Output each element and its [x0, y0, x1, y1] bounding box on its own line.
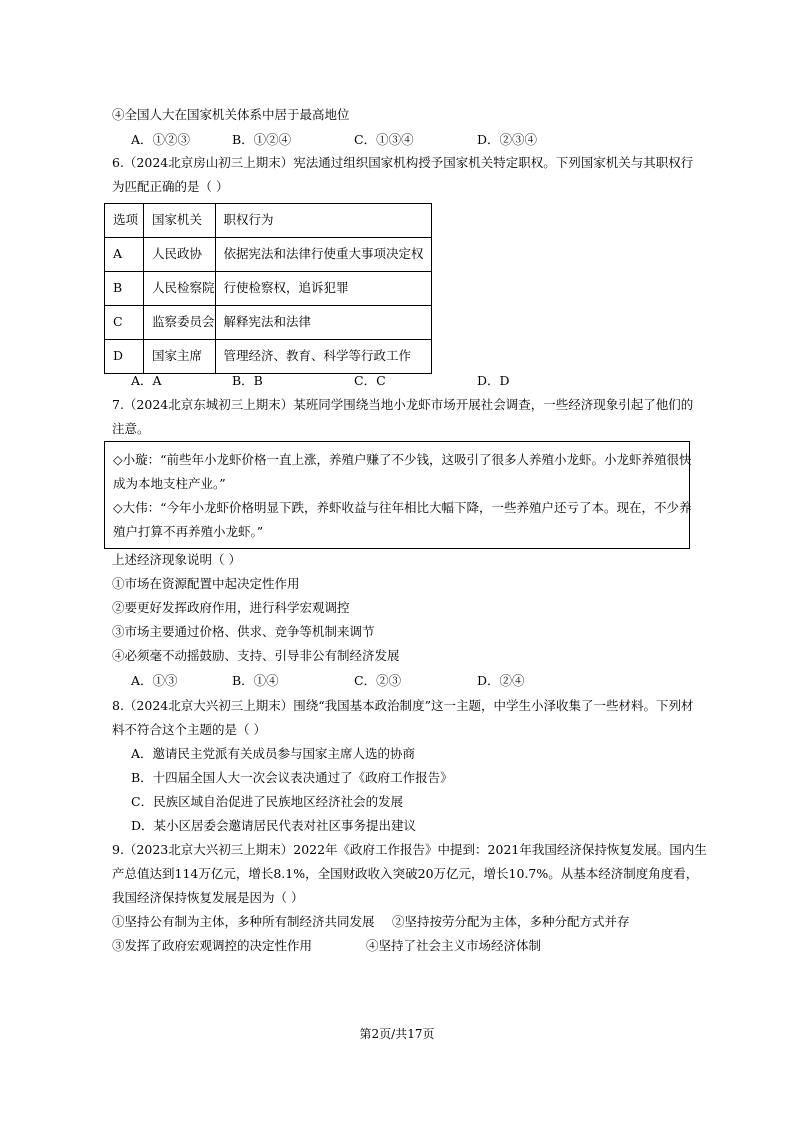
table-header-cell: 选项	[105, 204, 144, 238]
q7-material-line: ◇大伟：“今年小龙虾价格明显下跌，养虾收益与往年相比大幅下降，一些养殖户还亏了本。现在，不少养	[113, 500, 692, 515]
q9-statement-3: ③发挥了政府宏观调控的决定性作用	[112, 938, 313, 953]
q7-statement-4: ④必须毫不动摇鼓励、支持、引导非公有制经济发展	[112, 648, 400, 663]
table-cell: A	[105, 238, 144, 272]
q8-option-c: C．民族区域自治促进了民族地区经济社会的发展	[131, 794, 404, 809]
q7-statement-1: ①市场在资源配置中起决定性作用	[112, 576, 300, 591]
q7-stem-line1: 7.（2024北京东城初三上期末）某班同学围绕当地小龙虾市场开展社会调查，一些经济现象引起了他们的	[112, 397, 694, 412]
table-cell: 依据宪法和法律行使重大事项决定权	[215, 238, 431, 272]
q7-material-box	[104, 441, 690, 549]
q9-stem-line2: 产总值达到114万亿元，增长8.1%，全国财政收入突破20万亿元，增长10.7%。从基本经济制度角度看，	[112, 866, 699, 881]
q6-stem-line2: 为匹配正确的是（ ）	[112, 179, 229, 194]
q9-stem-line1: 9.（2023北京大兴初三上期末）2022年《政府工作报告》中提到：2021年我国经济保持恢复发展。国内生	[112, 842, 707, 857]
q5-option-c: C．①③④	[354, 132, 414, 147]
table-cell: 人民检察院	[144, 272, 216, 306]
q9-stem-line3: 我国经济保持恢复发展是因为（ ）	[112, 890, 304, 905]
table-cell: B	[105, 272, 144, 306]
q9-statement-4: ④坚持了社会主义市场经济体制	[366, 938, 542, 953]
q6-stem-line1: 6.（2024北京房山初三上期末）宪法通过组织国家机构授予国家机关特定职权。下列国家机关与其职权行	[112, 155, 694, 170]
table-cell: 国家主席	[144, 340, 216, 374]
q8-stem-line2: 料不符合这个主题的是（ ）	[112, 722, 266, 737]
table-row	[105, 340, 432, 374]
q7-material-line: 殖户打算不再养殖小龙虾。”	[113, 524, 264, 539]
q7-option-a: A．①③	[131, 673, 178, 688]
q6-table	[104, 203, 432, 374]
q7-option-b: B．①④	[232, 673, 279, 688]
q6-option-a: A．A	[131, 373, 162, 388]
q7-statement-3: ③市场主要通过价格、供求、竞争等机制来调节	[112, 624, 375, 639]
table-header-cell: 国家机关	[144, 204, 216, 238]
q9-statement-1: ①坚持公有制为主体，多种所有制经济共同发展	[112, 914, 375, 929]
q5-option-a: A．①②③	[131, 132, 191, 147]
q7-statement-2: ②要更好发挥政府作用，进行科学宏观调控	[112, 600, 350, 615]
q7-option-c: C．②③	[354, 673, 402, 688]
q7-material-line: 成为本地支柱产业。”	[113, 476, 226, 491]
table-row	[105, 272, 432, 306]
q8-option-b: B．十四届全国人大一次会议表决通过了《政府工作报告》	[131, 770, 453, 785]
q8-option-a: A．邀请民主党派有关成员参与国家主席人选的协商	[131, 746, 416, 761]
q5-statement-4: ④全国人大在国家机关体系中居于最高地位	[112, 107, 350, 122]
q6-option-c: C．C	[354, 373, 386, 388]
table-cell: C	[105, 306, 144, 340]
table-cell: 管理经济、教育、科学等行政工作	[215, 340, 431, 374]
table-cell: 解释宪法和法律	[215, 306, 431, 340]
q5-option-d: D．②③④	[477, 132, 538, 147]
table-cell: 人民政协	[144, 238, 216, 272]
q8-option-d: D．某小区居委会邀请居民代表对社区事务提出建议	[131, 818, 417, 833]
table-header-cell: 职权行为	[215, 204, 431, 238]
q7-material-line: ◇小璇：“前些年小龙虾价格一直上涨，养殖户赚了不少钱，这吸引了很多人养殖小龙虾。小龙虾养殖很快	[113, 452, 692, 467]
table-header-row	[105, 204, 432, 238]
table-row	[105, 238, 432, 272]
q7-option-d: D．②④	[477, 673, 525, 688]
q7-stem-line2: 注意。	[112, 421, 150, 436]
q6-option-d: D．D	[477, 373, 510, 388]
page-number: 第2页/共17页	[359, 1027, 435, 1041]
q7-question: 上述经济现象说明（ ）	[112, 552, 241, 567]
table-cell: D	[105, 340, 144, 374]
table-cell: 行使检察权，追诉犯罪	[215, 272, 431, 306]
q9-statement-2: ②坚持按劳分配为主体，多种分配方式并存	[392, 914, 630, 929]
table-row	[105, 306, 432, 340]
q5-option-b: B．①②④	[232, 132, 292, 147]
q6-option-b: B．B	[232, 373, 263, 388]
q8-stem-line1: 8.（2024北京大兴初三上期末）围绕“我国基本政治制度”这一主题，中学生小泽收集了一些材料。下列材	[112, 698, 694, 713]
table-cell: 监察委员会	[144, 306, 216, 340]
